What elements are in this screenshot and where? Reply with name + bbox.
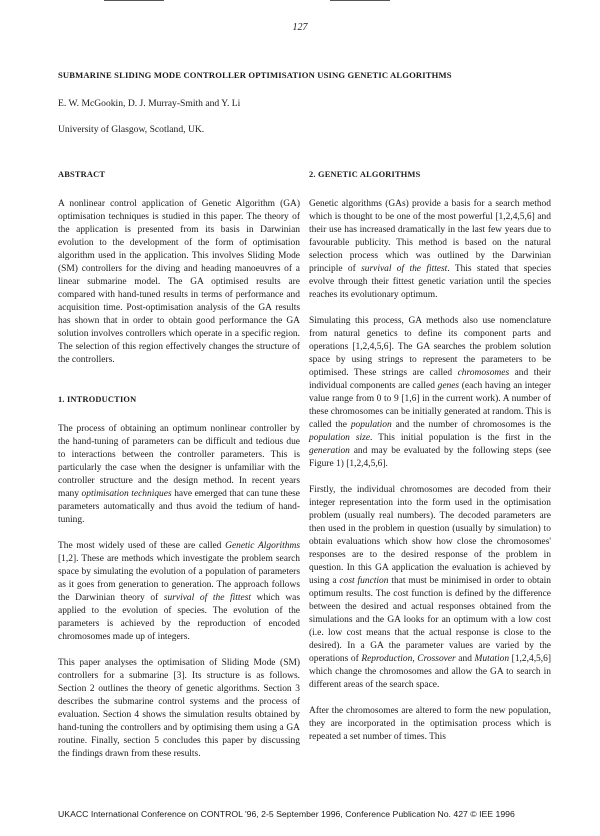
intro-paragraph-1: The process of obtaining an optimum nonlinear controller by the hand-tuning of parameters can be difficult and tedious due to interactions between the controller parameters. This is particularly the case when the designer is unfamiliar with the controller structure and the design method. In recent years many optimisation techniques have emerged that can tune these parameters automatically and thus avoid the tedium of hand-tuning. bbox=[58, 424, 300, 525]
ga-paragraph-1: Genetic algorithms (GAs) provide a basis for a search method which is thought to be one of the most powerful [1,2,4,5,6] and their use has increased dramatically in the last few years due to favourable publicity. This method is based on the natural selection process which was outlined by the Darwinian principle of survival of the fittest. This stated that species evolve through their fittest genetic variation until the species reaches its evolutionary optimum. bbox=[309, 199, 551, 300]
page-number: 127 bbox=[292, 22, 308, 33]
paper-title: SUBMARINE SLIDING MODE CONTROLLER OPTIMISATION USING GENETIC ALGORITHMS bbox=[58, 70, 452, 80]
intro-paragraph-3: This paper analyses the optimisation of Sliding Mode (SM) controllers for a submarine [3]. Its structure is as follows. Section 2 outlines the theory of genetic algorithms. Section 3 describes the submarine control systems and the process of evaluation. Section 4 shows the simulation results obtained by hand-tuning the controllers and by optimising them using a GA routine. Finally, section 5 concludes this paper by discussing the findings drawn from these results. bbox=[58, 658, 300, 759]
abstract-heading: ABSTRACT bbox=[58, 170, 106, 179]
intro-paragraph-2: The most widely used of these are called Genetic Algorithms [1,2]. These are methods which investigate the problem search space by simulating the evolution of a population of parameters as it goes from generation to generation. The approach follows the Darwinian theory of survival of the fittest which was applied to the evolution of species. The evolution of the parameters is achieved by the reproduction of encoded chromosomes made up of integers. bbox=[58, 541, 300, 642]
header-rule-right bbox=[330, 0, 390, 1]
abstract-text: A nonlinear control application of Genetic Algorithm (GA) optimisation techniques is studied in this paper. The theory of the application is presented from its basis in Darwinian evolution to the development of the form of optimisation algorithm used in the application. This involves Sliding Mode (SM) controllers for the diving and heading manoeuvres of a linear submarine model. The GA optimised results are compared with hand-tuned results in terms of performance and acquisition time. Post-optimisation analysis of the GA results has shown that in order to obtain good performance the GA solution involves controllers which operate in a specific region. The selection of this region effectively changes the structure of the controllers. bbox=[58, 199, 300, 365]
header-rule-left bbox=[104, 0, 164, 1]
conference-footer: UKACC International Conference on CONTROL '96, 2-5 September 1996, Conference Publication No. 427 © IEE 1996 bbox=[58, 809, 515, 819]
ga-heading: 2. GENETIC ALGORITHMS bbox=[309, 170, 421, 179]
right-column bbox=[309, 168, 551, 744]
authors: E. W. McGookin, D. J. Murray-Smith and Y. Li bbox=[58, 98, 241, 109]
affiliation: University of Glasgow, Scotland, UK. bbox=[58, 124, 205, 135]
ga-paragraph-2: Simulating this process, GA methods also use nomenclature from natural genetics to define its component parts and operations [1,2,4,5,6]. The GA searches the problem solution space by using strings to represent the parameters to be optimised. These strings are called chromosomes and their individual components are called genes (each having an integer value range from 0 to 9 [1,6] in the current work). A number of these chromosomes can be initially generated at random. This is called the population and the number of chromosomes is the population size. This initial population is the first in the generation and may be evaluated by the following steps (see Figure 1) [1,2,4,5,6]. bbox=[309, 316, 552, 469]
introduction-heading: 1. INTRODUCTION bbox=[58, 395, 137, 404]
ga-paragraph-4: After the chromosomes are altered to form the new population, they are incorporated in the optimisation process which is repeated a set number of times. This bbox=[309, 706, 551, 742]
ga-paragraph-3: Firstly, the individual chromosomes are decoded from their integer representation into the form used in the optimisation problem (usually real numbers). The decoded parameters are then used in the problem in question (usually by simulation) to obtain evaluations which show how close the chromosomes' responses are to the desired response of the problem in question. In this GA application the evaluation is achieved by using a cost function that must be minimised in order to obtain optimum results. The cost function is defined by the difference between the desired and actual responses obtained from the simulations and the GA looks for an optimum with a low cost (i.e. low cost means that the actual response is close to the desired). In a GA the parameter values are varied by the operations of Reproduction, Crossover and Mutation [1,2,4,5,6] which change the chromosomes and allow the GA to search in different areas of the search space. bbox=[309, 485, 551, 690]
left-column bbox=[58, 168, 300, 761]
